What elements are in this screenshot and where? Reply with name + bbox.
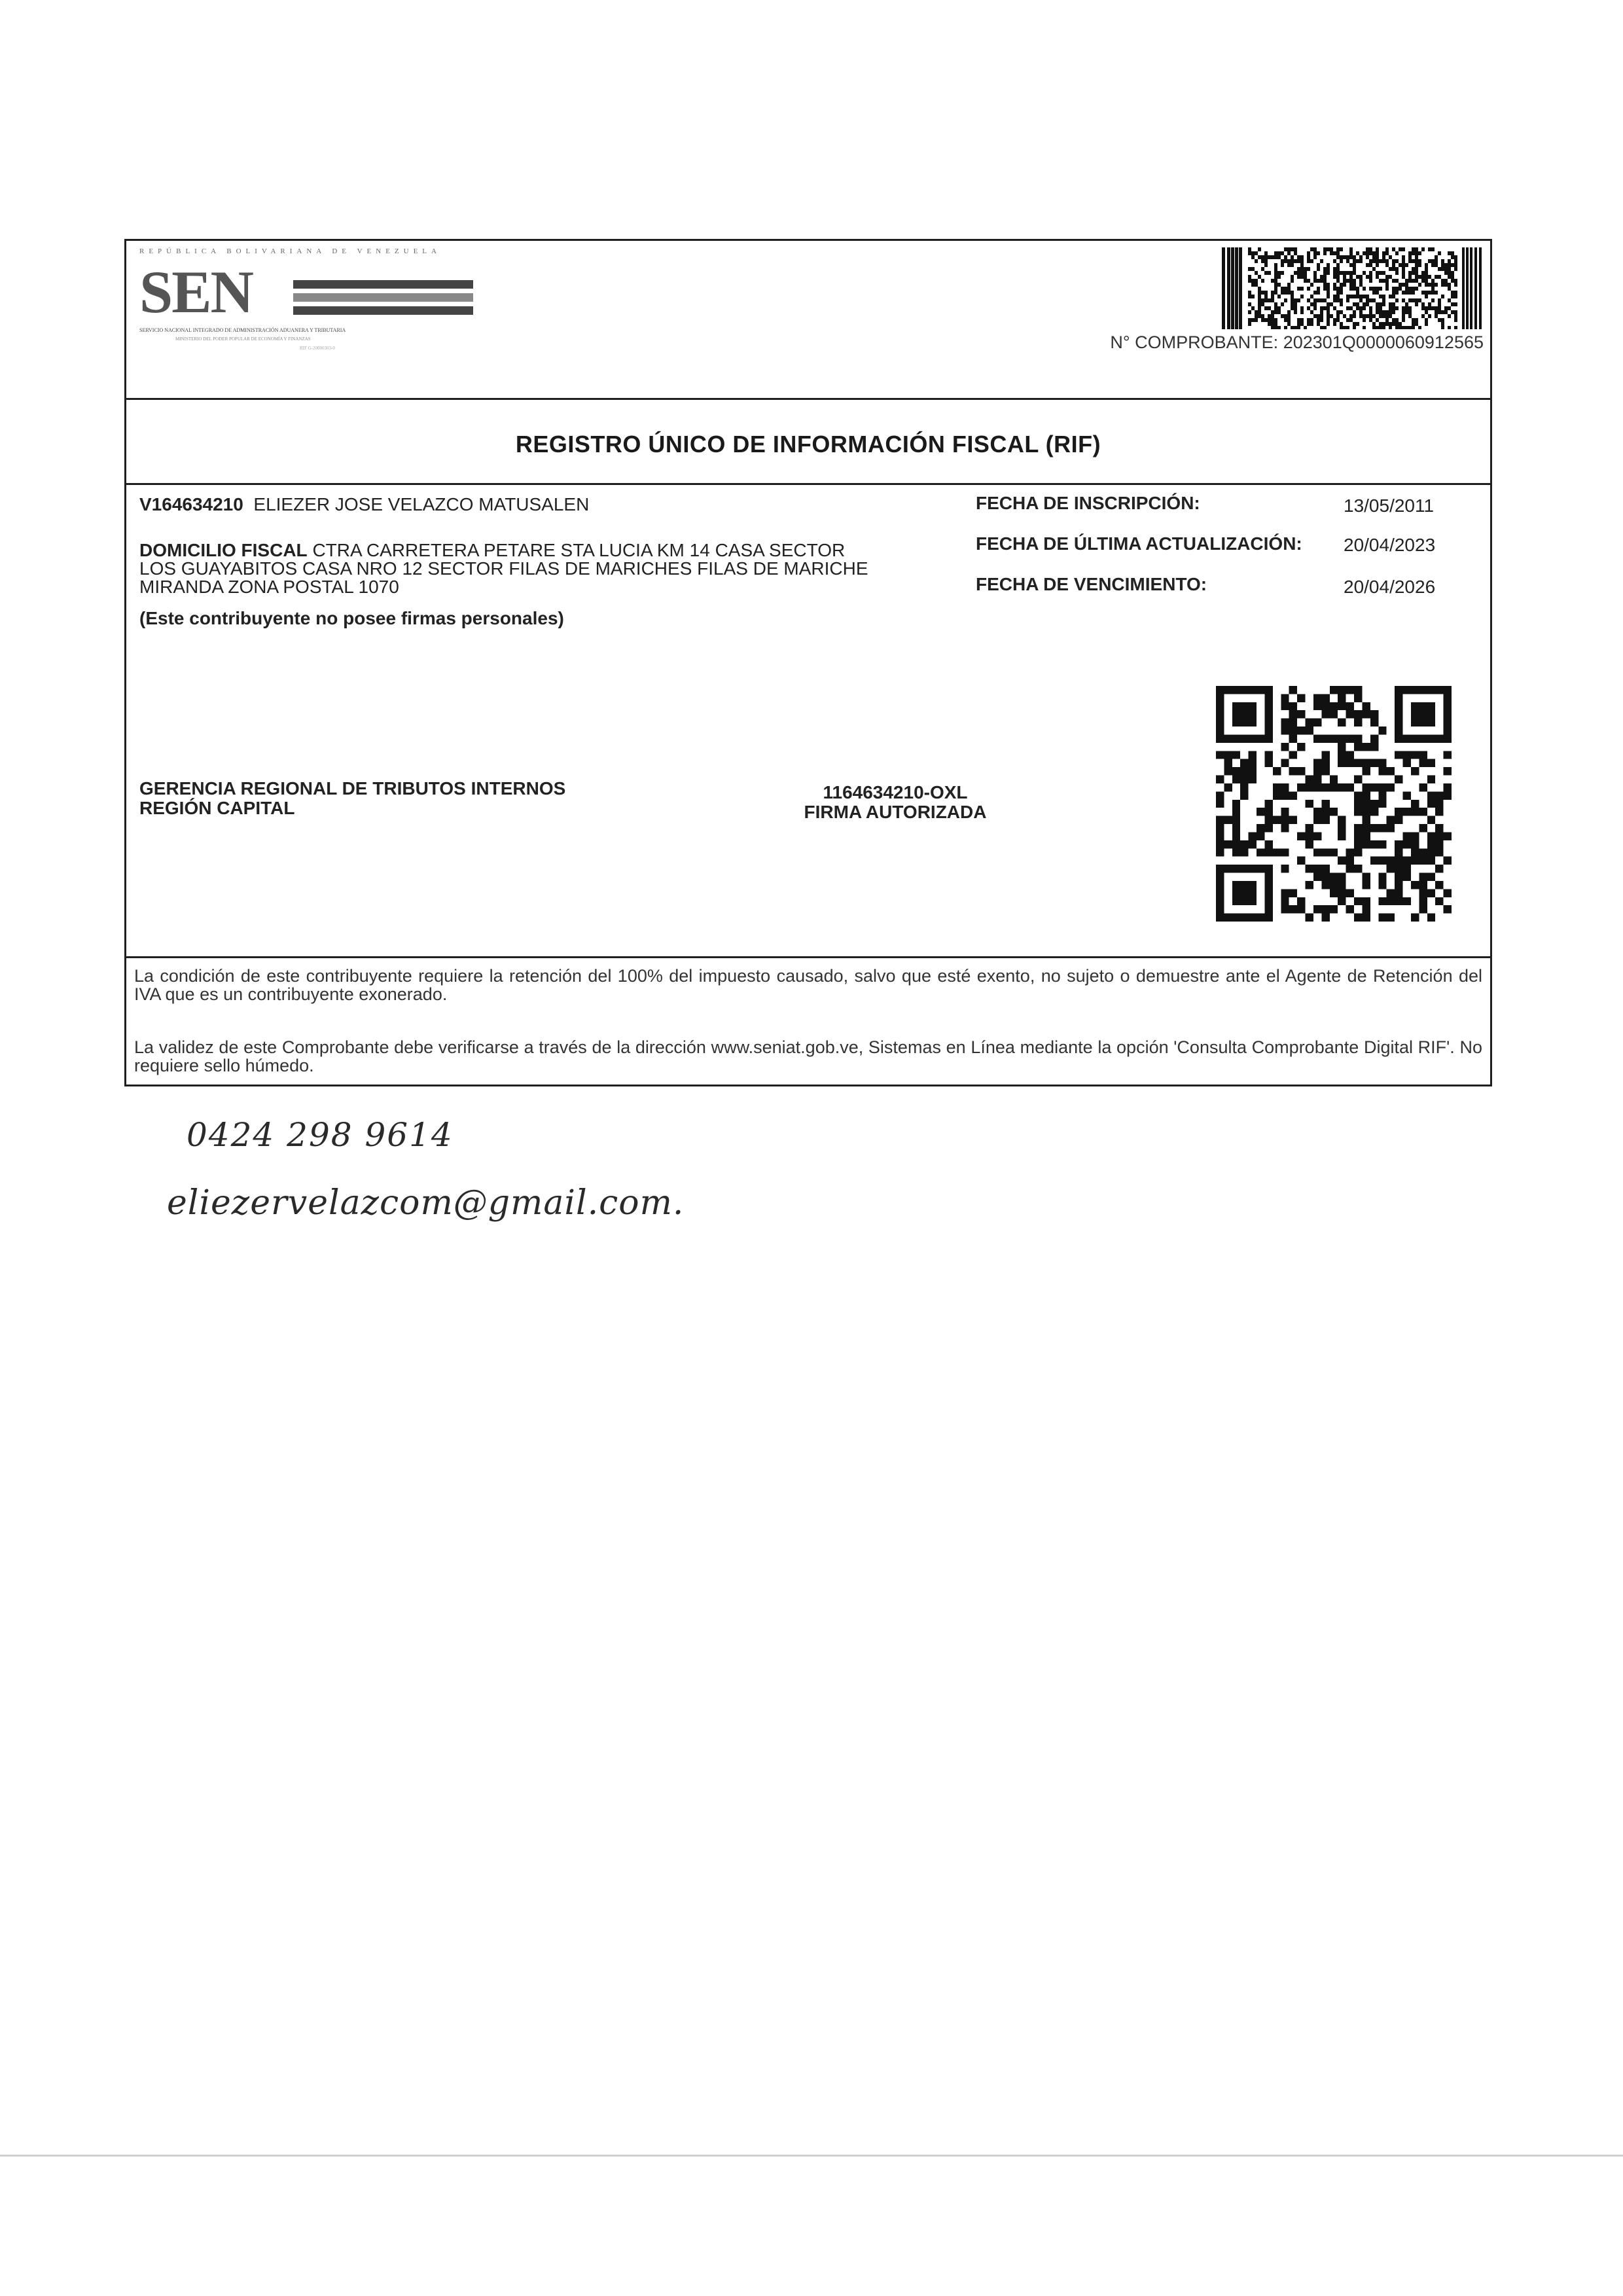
handwritten-phone: 0424 298 9614 [187,1116,454,1154]
date-label-inscripcion: FECHA DE INSCRIPCIÓN: [976,493,1200,513]
retention-note: La condición de este contribuyente requiere la retención del 100% del impuesto causado, salvo que esté exento, no sujeto o demuestre ante el Agente de Retención del IVA que es un contribuyente exonerado. [134,966,1482,1004]
seniat-wordmark: SEN [139,259,253,325]
validity-note: La validez de este Comprobante debe verificarse a través de la dirección www.seniat.gob.ve, Sistemas en Línea mediante la opción 'Consulta Comprobante Digital RIF'. No requiere sello húmedo. [134,1037,1482,1075]
office-line-2: REGIÓN CAPITAL [139,798,295,818]
domicilio-line-3: MIRANDA ZONA POSTAL 1070 [139,577,399,597]
document-title: REGISTRO ÚNICO DE INFORMACIÓN FISCAL (RIF) [515,431,1101,457]
certificate-body [126,483,1490,958]
rif-number: V164634210 [139,494,243,514]
signatures-note: (Este contribuyente no posee firmas personales) [139,608,564,628]
seniat-logo [139,247,597,385]
title-row [126,398,1490,485]
office-line-1: GERENCIA REGIONAL DE TRIBUTOS INTERNOS [139,778,566,798]
domicilio-line-1 [139,541,845,560]
comprobante-number [1110,332,1484,353]
date-value-actualizacion: 20/04/2023 [1344,535,1436,555]
logo-subtitle-3: RIF G-20000303-0 [300,346,335,351]
taxpayer-id-line [139,495,589,514]
date-value-vencimiento: 20/04/2026 [1344,577,1436,597]
date-value-inscripcion: 13/05/2011 [1344,495,1435,516]
logo-subtitle-2: MINISTERIO DEL PODER POPULAR DE ECONOMÍA Y FINANZAS [175,336,311,342]
domicilio-line-2: LOS GUAYABITOS CASA NRO 12 SECTOR FILAS DE MARICHES FILAS DE MARICHE [139,558,868,579]
date-label-actualizacion: FECHA DE ÚLTIMA ACTUALIZACIÓN: [976,533,1302,554]
certificate-header [126,241,1490,400]
qr-code [1216,686,1452,922]
pdf417-barcode [1222,247,1484,329]
logo-bars [293,280,473,319]
taxpayer-name: ELIEZER JOSE VELAZCO MATUSALEN [253,494,590,514]
comprobante-value: 202301Q0000060912565 [1283,332,1484,352]
page-bottom-rule [0,2155,1623,2157]
logo-subtitle-1: SERVICIO NACIONAL INTEGRADO DE ADMINISTRACIÓN ADUANERA Y TRIBUTARIA [139,327,346,333]
date-label-vencimiento: FECHA DE VENCIMIENTO: [976,574,1207,594]
rif-certificate [124,239,1492,1086]
signature-label: FIRMA AUTORIZADA [804,802,987,822]
domicilio-label: DOMICILIO FISCAL [139,540,308,560]
domicilio-text-1: CTRA CARRETERA PETARE STA LUCIA KM 14 CASA SECTOR [312,540,846,560]
comprobante-label: N° COMPROBANTE: [1110,332,1279,352]
signature-code: 1164634210-OXL [823,782,968,802]
republic-text: REPÚBLICA BOLIVARIANA DE VENEZUELA [139,247,441,255]
handwritten-email: eliezervelazcom@gmail.com. [167,1183,685,1223]
